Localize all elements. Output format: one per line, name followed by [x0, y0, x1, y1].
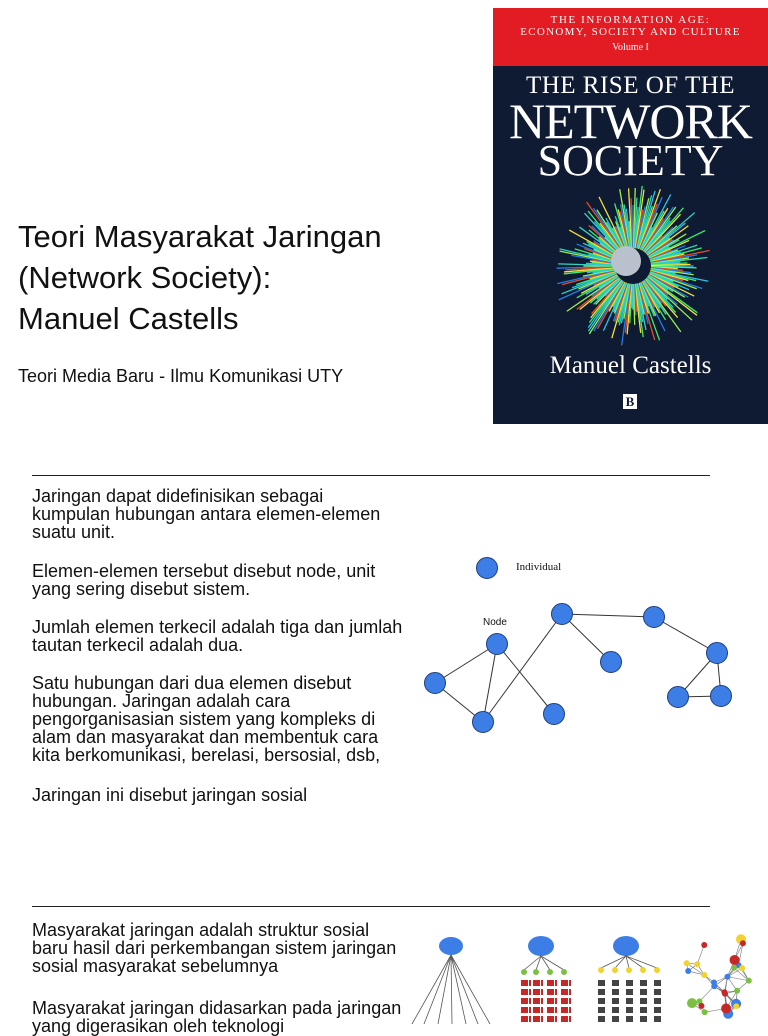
topology-block: [561, 1016, 568, 1022]
topology-block: [521, 998, 528, 1004]
topology-block: [569, 980, 571, 986]
divider: [32, 475, 710, 476]
topology-leaf-node: [521, 969, 527, 975]
topology-edge: [727, 977, 748, 981]
topology-block: [640, 1016, 647, 1022]
topology-edge: [697, 945, 704, 964]
topology-block: [521, 1016, 528, 1022]
topology-block: [612, 1016, 619, 1022]
topology-block: [561, 1007, 568, 1013]
topology-edge: [438, 955, 451, 1024]
topology-block: [654, 989, 661, 995]
paragraph: Jaringan dapat didefinisikan sebagai kumpulan hubungan antara elemen-elemen suatu unit.: [32, 487, 404, 541]
slide-subtitle: Teori Media Baru - Ilmu Komunikasi UTY: [18, 366, 343, 387]
topology-block: [555, 1007, 557, 1013]
topology-mesh-node: [730, 955, 740, 965]
topology-block: [626, 989, 633, 995]
topology-edge: [541, 956, 564, 970]
topology-edge: [739, 943, 743, 965]
topology-hub-node: [439, 937, 463, 955]
cover-title-line: NETWORK: [493, 92, 768, 150]
topology-block: [529, 1007, 531, 1013]
topology-hub-node: [528, 936, 554, 956]
topology-mesh-node: [733, 1003, 739, 1009]
publisher-logo: B: [623, 394, 637, 409]
topology-block: [555, 989, 557, 995]
topology-block: [529, 1016, 531, 1022]
network-node: [552, 604, 573, 625]
network-burst-image: [548, 181, 718, 351]
topology-mesh-node: [711, 980, 717, 986]
topology-block: [612, 980, 619, 986]
topology-block: [654, 980, 661, 986]
topology-block: [533, 1016, 540, 1022]
network-node: [668, 687, 689, 708]
topology-block: [612, 1007, 619, 1013]
divider: [32, 906, 710, 907]
paragraph: Elemen-elemen tersebut disebut node, unit yang sering disebut sistem.: [32, 562, 404, 598]
topology-block: [640, 998, 647, 1004]
topology-block: [547, 1007, 554, 1013]
topology-mesh-node: [746, 978, 752, 984]
topology-mesh-node: [684, 960, 690, 966]
topology-leaf-node: [612, 967, 618, 973]
topology-block: [547, 989, 554, 995]
topology-edge: [451, 955, 466, 1024]
book-cover: [493, 8, 768, 424]
topology-mesh-node: [724, 974, 730, 980]
topology-edge: [700, 986, 715, 1001]
network-node: [711, 686, 732, 707]
topology-edge: [451, 955, 490, 1024]
cover-title-line: SOCIETY: [493, 135, 768, 186]
network-node: [473, 712, 494, 733]
topology-block: [541, 1007, 543, 1013]
topology-block: [640, 980, 647, 986]
topology-block: [541, 1016, 543, 1022]
paragraph: Masyarakat jaringan didasarkan pada jaringan yang digerasikan oleh teknologi: [32, 999, 407, 1035]
network-topology-illustration: [408, 928, 768, 1024]
network-node: [644, 607, 665, 628]
topology-block: [640, 1007, 647, 1013]
topology-block: [561, 998, 568, 1004]
topology-mesh-node: [702, 1009, 708, 1015]
topology-block: [521, 1007, 528, 1013]
title-line: Teori Masyarakat Jaringan: [18, 216, 478, 257]
topology-mesh-node: [698, 1003, 704, 1009]
topology-block: [547, 998, 554, 1004]
network-node: [425, 673, 446, 694]
topology-block: [555, 980, 557, 986]
cover-series-band: [493, 8, 768, 66]
network-node: [544, 704, 565, 725]
topology-leaf-node: [626, 967, 632, 973]
topology-block: [569, 1007, 571, 1013]
topology-block: [521, 980, 528, 986]
legend-node: [477, 558, 498, 579]
topology-block: [541, 998, 543, 1004]
topology-mesh-node: [721, 1003, 731, 1013]
topology-block: [533, 989, 540, 995]
topology-leaf-node: [598, 967, 604, 973]
topology-block: [529, 980, 531, 986]
topology-block: [626, 1016, 633, 1022]
topology-block: [626, 998, 633, 1004]
topology-block: [598, 989, 605, 995]
topology-block: [654, 998, 661, 1004]
topology-block: [547, 980, 554, 986]
topology-block: [533, 980, 540, 986]
topology-leaf-node: [561, 969, 567, 975]
cover-author: Manuel Castells: [493, 352, 768, 380]
topology-block: [612, 998, 619, 1004]
network-node: [487, 634, 508, 655]
title-line: (Network Society):: [18, 257, 478, 298]
cover-series-line: THE INFORMATION AGE:: [493, 14, 768, 26]
paragraph: Jaringan ini disebut jaringan sosial: [32, 786, 404, 804]
topology-edge: [451, 955, 478, 1024]
topology-block: [533, 998, 540, 1004]
topology-block: [654, 1016, 661, 1022]
topology-mesh-node: [685, 968, 691, 974]
topology-block: [555, 998, 557, 1004]
topology-block: [569, 1016, 571, 1022]
topology-block: [598, 998, 605, 1004]
topology-edge: [412, 955, 451, 1024]
topology-block: [640, 989, 647, 995]
paragraph: Jumlah elemen terkecil adalah tiga dan jumlah tautan terkecil adalah dua.: [32, 618, 404, 654]
topology-block: [654, 1007, 661, 1013]
topology-mesh-node: [734, 988, 740, 994]
topology-block: [533, 1007, 540, 1013]
topology-mesh-node: [701, 942, 707, 948]
network-node: [707, 643, 728, 664]
topology-block: [541, 980, 543, 986]
topology-edge: [451, 955, 452, 1024]
topology-leaf-node: [640, 967, 646, 973]
topology-block: [521, 989, 528, 995]
topology-hub-node: [613, 936, 639, 956]
network-diagram: [420, 550, 750, 750]
topology-edge: [615, 956, 626, 968]
topology-mesh-node: [739, 965, 745, 971]
topology-block: [598, 980, 605, 986]
legend-label: Individual: [516, 561, 561, 573]
topology-block: [598, 1016, 605, 1022]
burst-globe: [611, 246, 641, 276]
node-label: Node: [483, 617, 507, 628]
topology-block: [541, 989, 543, 995]
topology-mesh-node: [740, 940, 746, 946]
paragraph: Masyarakat jaringan adalah struktur sosial baru hasil dari perkembangan sistem jaringan sosial masyarakat sebelumnya: [32, 921, 407, 975]
topology-block: [561, 980, 568, 986]
cover-series-line: ECONOMY, SOCIETY AND CULTURE: [493, 26, 768, 38]
topology-mesh-node: [701, 972, 707, 978]
topology-edge: [424, 955, 451, 1024]
topology-edge: [626, 956, 657, 968]
topology-block: [612, 989, 619, 995]
cover-title-line: THE RISE OF THE: [493, 72, 768, 100]
title-line: Manuel Castells: [18, 298, 478, 339]
topology-mesh-node: [687, 998, 697, 1008]
topology-mesh-node: [694, 961, 700, 967]
topology-block: [529, 989, 531, 995]
topology-leaf-node: [654, 967, 660, 973]
topology-edge: [541, 956, 550, 970]
topology-leaf-node: [533, 969, 539, 975]
topology-block: [569, 989, 571, 995]
topology-block: [569, 998, 571, 1004]
network-node: [601, 652, 622, 673]
slide-title: [18, 216, 478, 339]
topology-mesh-node: [731, 965, 737, 971]
topology-mesh-node: [722, 991, 728, 997]
topology-block: [626, 980, 633, 986]
topology-leaf-node: [547, 969, 553, 975]
paragraph: Satu hubungan dari dua elemen disebut hubungan. Jaringan adalah cara pengorganisasian sistem yang kompleks di alam dan masyarakat dan membentuk cara kita berkomunikasi, berelasi, bersosial, dsb,: [32, 674, 404, 764]
topology-edge: [601, 956, 626, 968]
topology-block: [626, 1007, 633, 1013]
topology-block: [555, 1016, 557, 1022]
topology-block: [529, 998, 531, 1004]
topology-block: [561, 989, 568, 995]
topology-block: [547, 1016, 554, 1022]
cover-volume: Volume I: [493, 42, 768, 53]
topology-block: [598, 1007, 605, 1013]
